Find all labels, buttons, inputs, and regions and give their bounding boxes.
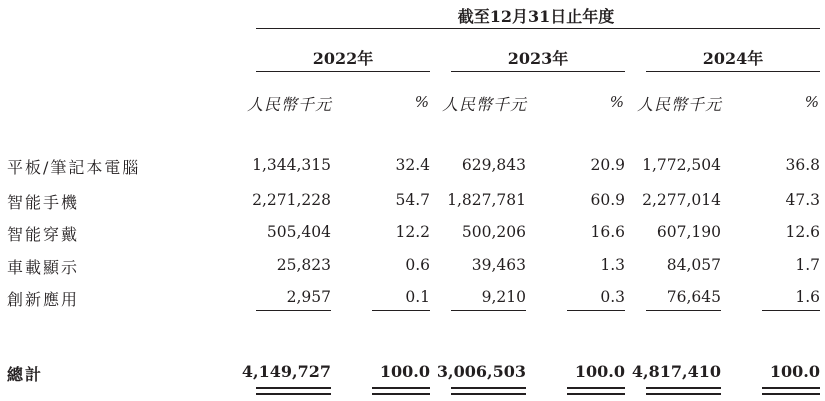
cell-2023-value: 1,827,781 (447, 191, 526, 209)
cell-2024-value: 76,645 (666, 288, 721, 306)
period-title: 截至12月31日止年度 (457, 7, 615, 26)
row-label: 平板/筆記本電腦 (7, 158, 141, 177)
unit-header-2023: 人民幣千元 (441, 95, 527, 114)
unit-header-2024: 人民幣千元 (636, 95, 722, 114)
total-double-rule-2023-value-bottom (451, 393, 526, 395)
total-double-rule-2024-value-top (646, 387, 721, 389)
total-2022-value: 4,149,727 (241, 362, 331, 381)
year-rule-2023 (451, 71, 625, 72)
subtotal-rule-2024-value (646, 310, 721, 311)
row-label: 智能穿戴 (7, 225, 80, 244)
cell-2023-pct: 60.9 (590, 191, 625, 209)
cell-2022-value: 2,957 (286, 288, 331, 306)
total-double-rule-2024-pct-bottom (762, 393, 820, 395)
cell-2022-pct: 12.2 (395, 223, 430, 241)
cell-2022-value: 1,344,315 (252, 156, 331, 174)
cell-2023-pct: 0.3 (600, 288, 625, 306)
cell-2023-pct: 20.9 (590, 156, 625, 174)
total-double-rule-2024-pct-top (762, 387, 820, 389)
total-double-rule-2022-pct-top (372, 387, 430, 389)
unit-header-2022: 人民幣千元 (246, 95, 332, 114)
total-double-rule-2022-value-bottom (256, 393, 331, 395)
total-2023-value: 3,006,503 (436, 362, 526, 381)
cell-2024-pct: 36.8 (785, 156, 820, 174)
cell-2022-pct: 54.7 (395, 191, 430, 209)
total-2024-pct: 100.0 (769, 362, 820, 381)
cell-2022-pct: 0.1 (405, 288, 430, 306)
year-2022: 2022年 (312, 49, 374, 68)
subtotal-rule-2022-pct (372, 310, 430, 311)
year-rule-2022 (256, 71, 430, 72)
total-double-rule-2023-value-top (451, 387, 526, 389)
total-2024-value: 4,817,410 (631, 362, 721, 381)
cell-2024-pct: 1.6 (795, 288, 820, 306)
cell-2024-value: 1,772,504 (642, 156, 721, 174)
cell-2022-value: 505,404 (266, 223, 331, 241)
cell-2024-value: 2,277,014 (642, 191, 721, 209)
subtotal-rule-2022-value (256, 310, 331, 311)
cell-2023-value: 39,463 (471, 256, 526, 274)
percent-header-2023: % (609, 93, 624, 111)
subtotal-rule-2023-value (451, 310, 526, 311)
total-2022-pct: 100.0 (379, 362, 430, 381)
total-double-rule-2022-value-top (256, 387, 331, 389)
cell-2024-pct: 12.6 (785, 223, 820, 241)
year-2023: 2023年 (507, 49, 569, 68)
total-double-rule-2023-pct-bottom (567, 393, 625, 395)
cell-2023-pct: 16.6 (590, 223, 625, 241)
total-double-rule-2023-pct-top (567, 387, 625, 389)
cell-2022-value: 2,271,228 (252, 191, 331, 209)
cell-2022-value: 25,823 (276, 256, 331, 274)
cell-2024-value: 607,190 (656, 223, 721, 241)
period-rule (256, 28, 820, 29)
cell-2023-pct: 1.3 (600, 256, 625, 274)
percent-header-2024: % (804, 93, 819, 111)
cell-2023-value: 629,843 (461, 156, 526, 174)
total-double-rule-2022-pct-bottom (372, 393, 430, 395)
subtotal-rule-2024-pct (762, 310, 820, 311)
total-label: 總計 (7, 365, 44, 384)
total-2023-pct: 100.0 (574, 362, 625, 381)
cell-2022-pct: 0.6 (405, 256, 430, 274)
total-double-rule-2024-value-bottom (646, 393, 721, 395)
row-label: 車載顯示 (7, 258, 80, 277)
year-rule-2024 (646, 71, 820, 72)
cell-2022-pct: 32.4 (395, 156, 430, 174)
cell-2024-pct: 47.3 (785, 191, 820, 209)
row-label: 創新應用 (7, 290, 80, 309)
percent-header-2022: % (414, 93, 429, 111)
cell-2023-value: 500,206 (461, 223, 526, 241)
cell-2024-pct: 1.7 (795, 256, 820, 274)
cell-2023-value: 9,210 (481, 288, 526, 306)
subtotal-rule-2023-pct (567, 310, 625, 311)
cell-2024-value: 84,057 (666, 256, 721, 274)
year-2024: 2024年 (702, 49, 764, 68)
row-label: 智能手機 (7, 193, 80, 212)
